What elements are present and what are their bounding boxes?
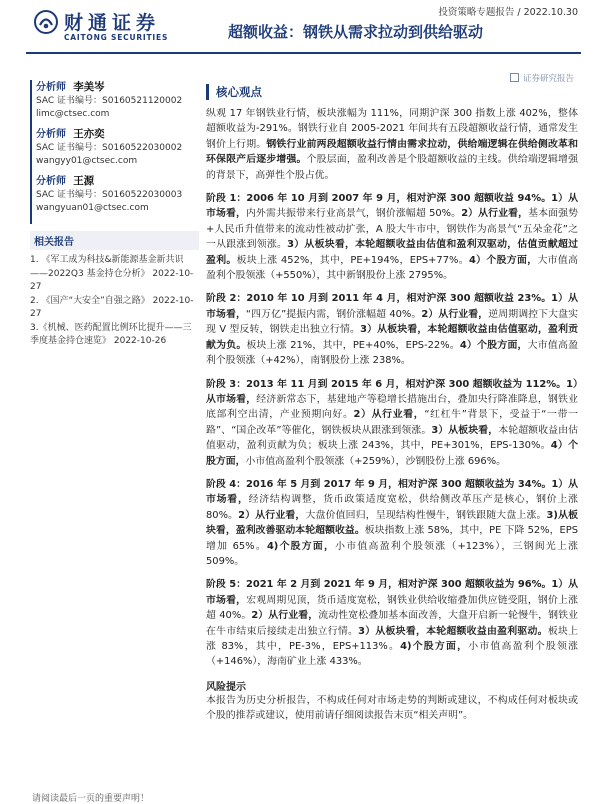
analyst-accent-bar <box>30 127 32 177</box>
stage-2-heading: 阶段 2：2010 年 10 月到 2011 年 4 月，相对沪深 300 超额收益 23%。1）从市场看， <box>206 293 578 320</box>
stage-4-text: 小市值高盈利个股领涨（+123%），三钢闽光上涨 509%。 <box>206 540 578 567</box>
stage-3-label: 4）个股方面， <box>206 440 578 467</box>
square-icon <box>510 73 519 82</box>
stage-2-paragraph <box>206 291 578 368</box>
stage-1-text: 大市值高盈利个股领涨（+550%），其中新钢股份上涨 2795%。 <box>206 254 578 282</box>
stage-3-label: 1）从市场看， <box>206 378 578 405</box>
related-report-item[interactable]: 3.《机械、医药配置比例环比提升——三季度基金持仓速览》 2022-10-26 <box>30 322 192 346</box>
stage-1-paragraph <box>206 191 578 283</box>
stage-3-label: 3）从板块看， <box>431 424 499 436</box>
stage-5-label: 2）从行业看， <box>251 610 319 622</box>
analyst-accent-bar <box>30 80 32 130</box>
caitong-logo-icon <box>34 10 58 34</box>
stage-5-heading: 阶段 5：2021 年 2 月到 2021 年 9 月，相对沪深 300 超额收益为 96%。1）从市场看， <box>206 579 578 606</box>
related-report-item[interactable]: 2. 《国产“大安全”自强之路》 2022-10-27 <box>30 295 194 319</box>
stage-3-text: 小市值高盈利个股领涨（+259%），沙钢股份上涨 696%。 <box>245 455 506 467</box>
stage-1-heading: 阶段 1：2006 年 10 月到 2007 年 9 月，相对沪深 300 超额收益 94%。1）从市场看， <box>206 193 578 220</box>
analyst-card <box>30 174 198 215</box>
stage-4-label: 3)从板块看，盈利改善驱动本轮超额收益。 <box>206 509 579 537</box>
stage-4-text: 大盘价值回归，呈现结构性慢牛，钢铁跟随大盘上涨。 <box>305 509 547 521</box>
report-type-label <box>510 72 574 84</box>
stage-5-text: 小市值高盈利个股领涨（+146%），海南矿业上涨 433%。 <box>206 641 578 668</box>
stage-5-text: 板块上涨 83%，其中，PE-3%，EPS+113%。 <box>206 625 578 652</box>
stage-4-label: 2）从行业看， <box>238 509 306 521</box>
intro-paragraph <box>206 106 578 183</box>
stage-4-paragraph <box>206 477 578 569</box>
stage-2-label: 4）个股方面， <box>459 339 528 351</box>
stage-1-text: 基本面强势+人民币升值带来的流动性被动扩张，A 股大牛市中，钢铁作为高景气“五朵金花”之一从跟涨到领涨。 <box>206 208 578 251</box>
analyst-accent-bar <box>30 174 32 224</box>
stage-5-paragraph <box>206 577 578 669</box>
stage-3-paragraph <box>206 377 578 469</box>
stage-5-text: 流动性宽松叠加基本面改善，大盘开启新一轮慢牛，钢铁业在牛市结束后接续走出独立行情。 <box>206 610 578 637</box>
report-header <box>0 0 600 84</box>
stage-1-label: 4）个股方面， <box>468 254 538 266</box>
stage-5-label: 3）从板块看，本轮超额收益由盈利驱动。 <box>358 625 548 637</box>
company-logo <box>34 8 184 48</box>
stage-3-heading: 阶段 3：2013 年 11 月到 2015 年 6 月，相对沪深 300 超额收益为 112%。 <box>206 378 567 390</box>
stage-4-heading: 阶段 4：2016 年 5 月到 2017 年 9 月，相对沪深 300 超额收益为 34%。1）从市场看， <box>206 478 578 506</box>
stage-4-label: 4)个股方面， <box>266 540 336 552</box>
stage-4-text: 经济结构调整，货币政策适度宽松，供给侧改革压产是核心，钢价上涨 80%。 <box>206 494 578 521</box>
sidebar <box>30 80 198 349</box>
analyst-heading <box>36 174 198 189</box>
stage-1-text: 板块上涨 452%，其中，PE+194%，EPS+77%。 <box>236 254 469 266</box>
stage-3-text: “红杠牛”背景下，受益于“一带一路”、“国企改革”等催化，钢铁板块从跟涨到领涨。 <box>206 409 578 436</box>
analyst-heading <box>36 127 198 142</box>
intro-highlight: 钢铁行业前两段超额收益行情由需求拉动，供给端逻辑在供给侧改革和环保限产后逐步增强。 <box>206 138 578 166</box>
risk-title: 风险提示 <box>206 681 246 693</box>
stage-2-label: 3）从板块看，本轮超额收益由估值驱动，盈利贡献为负。 <box>206 324 578 351</box>
stage-2-text: 板块上涨 21%，其中，PE+40%，EPS-22%。 <box>246 339 460 351</box>
stage-2-text: 大市值高盈利个股领涨（+42%），南钢股份上涨 238%。 <box>206 339 578 367</box>
stage-1-label: 2）从行业看， <box>461 208 529 220</box>
stage-2-text: 逆周期调控下大盘实现 V 型反转，钢铁走出独立行情。 <box>206 308 578 336</box>
logo-chinese: 财通证券 <box>64 12 161 34</box>
header-divider <box>26 52 581 54</box>
related-report-item[interactable]: 1. 《军工成为科技&新能源基金新共识——2022Q3 基金持仓分析》 2022-10-27 <box>30 255 194 292</box>
analyst-card <box>30 127 198 168</box>
footer-disclaimer-link[interactable]: 请阅读最后一页的重要声明！ <box>32 794 150 804</box>
analyst-card <box>30 80 198 121</box>
related-reports-list <box>30 254 195 349</box>
stage-3-label: 2）从行业看， <box>353 409 425 421</box>
stage-5-label: 4)个股方面， <box>400 641 469 652</box>
stage-1-label: 3）从板块看，本轮超额收益由估值和盈利双驱动，估值贡献超过盈利。 <box>206 239 578 266</box>
analyst-name: 王源 <box>73 175 95 187</box>
analyst-role: 分析师 <box>36 129 66 140</box>
stage-2-text: “四万亿”提振内需，钢价涨幅超 40%。 <box>245 308 422 320</box>
analyst-email[interactable]: wangyuan01@ctsec.com <box>36 203 149 213</box>
report-meta: 投资策略专题报告 / 2022.10.30 <box>438 7 578 18</box>
analyst-sac: SAC 证书编号：S0160522030003 <box>36 190 183 200</box>
stage-3-text: 本轮超额收益由估值驱动，盈利贡献为负；板块上涨 243%，其中，PE+301%，EPS-130%。 <box>206 424 578 452</box>
risk-paragraph: 本报告为历史分析报告，不构成任何对市场走势的判断或建议，不构成任何对板块或个股的推荐或建议，使用前请仔细阅读报告末页“相关声明”。 <box>206 694 578 722</box>
analyst-name: 王亦奕 <box>73 128 105 140</box>
section-title: 核心观点 <box>206 84 578 100</box>
analyst-email[interactable]: limc@ctsec.com <box>36 109 110 119</box>
stage-3-text: 经济新常态下，基建地产等稳增长措施出台，叠加央行降准降息，钢铁业底部利空出清，产业预期向好。 <box>206 393 578 421</box>
logo-english: CAITONG SECURITIES <box>64 33 169 42</box>
related-reports-title: 相关报告 <box>30 231 199 250</box>
stage-5-text: 宏观周期见顶，货币适度宽松，钢铁业供给收缩叠加供应链受阻，钢价上涨超 40%。 <box>206 594 578 622</box>
analyst-sac: SAC 证书编号：S0160522030002 <box>36 143 183 153</box>
analyst-heading <box>36 80 198 95</box>
stage-4-text: 板块指数上涨 58%，其中，PE 下降 52%，EPS 增加 65%。 <box>206 525 578 552</box>
analyst-role: 分析师 <box>36 176 66 187</box>
analyst-role: 分析师 <box>36 82 66 93</box>
stage-2-label: 2）从行业看， <box>421 308 489 320</box>
stage-1-text: 内外需共振带来行业高景气，钢价涨幅超 50%。 <box>245 208 462 220</box>
intro-tail: 个股层面，盈利改善是个股超额收益的主线。供给端逻辑增强的背景下，高弹性个股占优。 <box>206 154 578 181</box>
analyst-sac: SAC 证书编号：S0160521120002 <box>36 96 183 106</box>
report-type-text: 证券研究报告 <box>522 74 574 84</box>
page-title: 超额收益：钢铁从需求拉动到供给驱动 <box>228 23 484 41</box>
analyst-name: 李美岑 <box>73 81 105 93</box>
main-content <box>206 84 578 732</box>
analyst-email[interactable]: wangyy01@ctsec.com <box>36 156 138 166</box>
intro-text: 纵观 17 年钢铁业行情，板块涨幅为 111%，同期沪深 300 指数上涨 402%，整体超额收益为-291%。钢铁行业自 2005-2021 年间共有五段超额收益行情，通常发生钢价上行期。 <box>206 108 578 150</box>
